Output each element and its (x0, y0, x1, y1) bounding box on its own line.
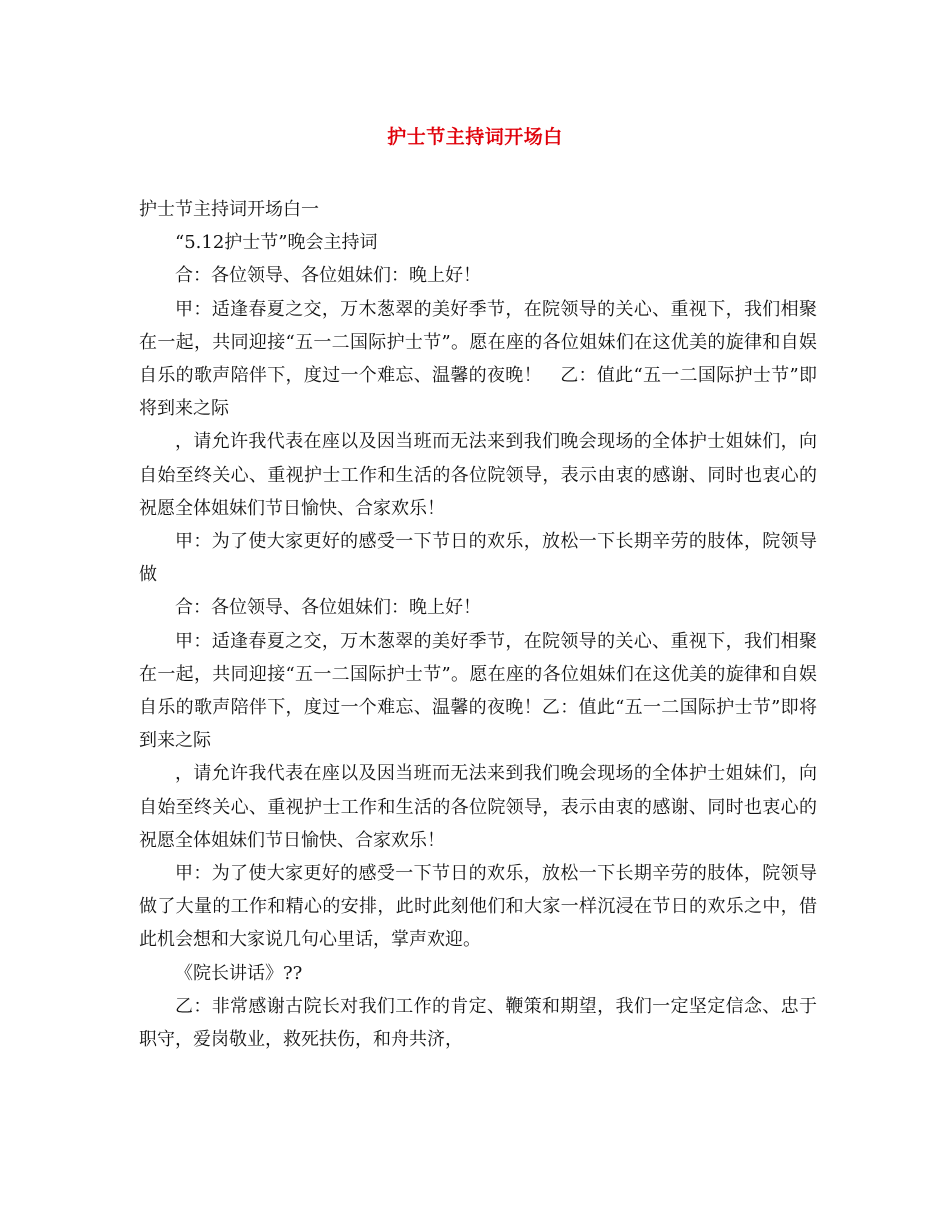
document-title: 护士节主持词开场白 (387, 126, 563, 148)
paragraph: 乙：非常感谢古院长对我们工作的肯定、鞭策和期望，我们一定坚定信念、忠于职守，爱岗敬业，救死扶伤，和舟共济， (139, 995, 817, 1051)
paragraph: ，请允许我代表在座以及因当班而无法来到我们晚会现场的全体护士姐妹们，向自始至终关心、重视护士工作和生活的各位院领导，表示由衷的感谢、同时也衷心的祝愿全体姐妹们节日愉快、合家欢乐！ (139, 431, 817, 519)
paragraph: ，请允许我代表在座以及因当班而无法来到我们晚会现场的全体护士姐妹们，向自始至终关心、重视护士工作和生活的各位院领导，表示由衷的感谢、同时也衷心的祝愿全体姐妹们节日愉快、合家欢乐！ (139, 763, 817, 851)
document-body (139, 193, 817, 1056)
paragraph: 甲：为了使大家更好的感受一下节日的欢乐，放松一下长期辛劳的肢体，院领导做 (139, 531, 817, 586)
paragraph: 甲：为了使大家更好的感受一下节日的欢乐，放松一下长期辛劳的肢体，院领导做了大量的工作和精心的安排，此时此刻他们和大家一样沉浸在节日的欢乐之中，借此机会想和大家说几句心里话，掌声欢迎。 (139, 863, 817, 951)
paragraph: 护士节主持词开场白一 (139, 199, 319, 220)
paragraph: “5.12护士节”晚会主持词 (175, 232, 378, 254)
paragraph: 合：各位领导、各位姐妹们：晚上好！ (175, 597, 481, 619)
paragraph: 甲：适逢春夏之交，万木葱翠的美好季节，在院领导的关心、重视下，我们相聚在一起，共同迎接“五一二国际护士节”。愿在座的各位姐妹们在这优美的旋律和自娱自乐的歌声陪伴下，度过一个难忘、温馨的夜晚！ 乙：值此“五一二国际护士节”即将到来之际 (139, 298, 817, 420)
paragraph: 合：各位领导、各位姐妹们：晚上好！ (175, 265, 481, 287)
paragraph: 甲：适逢春夏之交，万木葱翠的美好季节，在院领导的关心、重视下，我们相聚在一起，共同迎接“五一二国际护士节”。愿在座的各位姐妹们在这优美的旋律和自娱自乐的歌声陪伴下，度过一个难忘、温馨的夜晚！乙：值此“五一二国际护士节”即将到来之际 (139, 630, 817, 752)
paragraph: 《院长讲话》?? (175, 962, 303, 984)
